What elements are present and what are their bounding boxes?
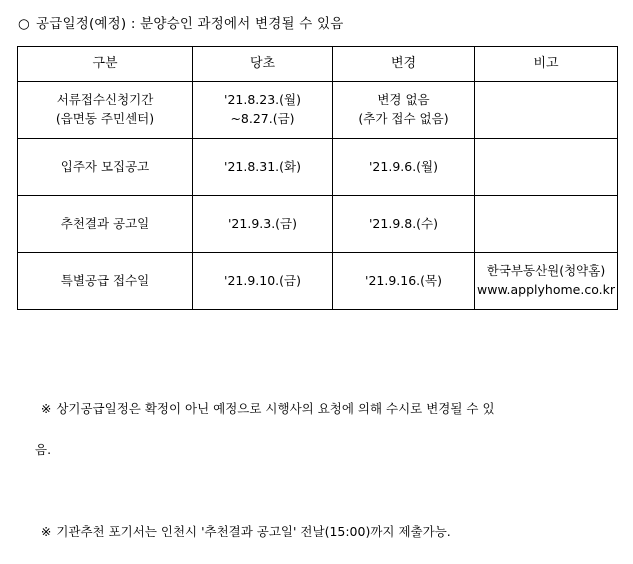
page-title-text: 공급일정(예정) : 분양승인 과정에서 변경될 수 있음 xyxy=(35,16,344,32)
cell-changed xyxy=(333,139,475,196)
column-header-original: 당초 xyxy=(193,47,333,82)
cell-text-line: ~8.27.(금) xyxy=(230,111,295,126)
cell-text-line: 서류접수신청기간 xyxy=(56,92,154,108)
column-header-division: 구분 xyxy=(18,47,193,82)
cell-note xyxy=(475,253,618,310)
cell-text-line: 추천결과 공고일 xyxy=(60,215,150,231)
footnote-item xyxy=(17,502,622,564)
cell-text-line: '21.9.8.(수) xyxy=(369,215,438,231)
cell-note xyxy=(475,196,618,253)
cell-text-line: '21.8.23.(월) xyxy=(224,92,301,108)
cell-text-line: '21.9.16.(목) xyxy=(365,272,442,288)
cell-original xyxy=(193,82,333,139)
cell-text-line: (추가 접수 없음) xyxy=(358,111,449,126)
cell-text-line: www.applyhome.co.kr xyxy=(477,282,615,297)
cell-text-line: (읍면동 주민센터) xyxy=(55,111,155,126)
cell-changed xyxy=(333,253,475,310)
bullet-icon: ○ xyxy=(18,16,30,32)
cell-text-line: 특별공급 접수일 xyxy=(60,272,150,288)
cell-text-line: '21.9.3.(금) xyxy=(228,215,297,231)
table-row xyxy=(18,253,618,310)
footnote-mark-icon: ※ xyxy=(40,400,52,416)
footnote-mark-icon: ※ xyxy=(40,524,52,540)
cell-text-line: '21.8.31.(화) xyxy=(224,158,301,174)
footnote-text: 상기공급일정은 확정이 아닌 예정으로 시행사의 요청에 의해 수시로 변경될 수 있 xyxy=(56,400,495,416)
cell-division xyxy=(18,139,193,196)
cell-text-line: '21.9.6.(월) xyxy=(369,158,438,174)
footnotes xyxy=(17,378,622,564)
table-header-row xyxy=(18,47,618,82)
cell-changed xyxy=(333,82,475,139)
cell-note xyxy=(475,139,618,196)
cell-division xyxy=(18,253,193,310)
cell-original xyxy=(193,253,333,310)
footnote-text: 기관추천 포기서는 인천시 '추천결과 공고일' 전날(15:00)까지 제출가능. xyxy=(56,524,451,540)
cell-changed xyxy=(333,196,475,253)
supply-schedule-table xyxy=(17,46,618,310)
table-row xyxy=(18,82,618,139)
page-title xyxy=(18,12,343,32)
table-row xyxy=(18,196,618,253)
column-header-changed: 변경 xyxy=(333,47,475,82)
table-row xyxy=(18,139,618,196)
cell-division xyxy=(18,196,193,253)
cell-note xyxy=(475,82,618,139)
cell-text-line: 입주자 모집공고 xyxy=(60,158,150,174)
cell-division xyxy=(18,82,193,139)
cell-text-line: 변경 없음 xyxy=(377,92,430,108)
cell-text-line: 한국부동산원(청약홈) xyxy=(486,263,606,279)
cell-original xyxy=(193,196,333,253)
column-header-note: 비고 xyxy=(475,47,618,82)
footnote-text-continued: 음. xyxy=(35,441,52,457)
footnote-item xyxy=(17,378,622,502)
cell-text-line: '21.9.10.(금) xyxy=(224,272,301,288)
cell-original xyxy=(193,139,333,196)
